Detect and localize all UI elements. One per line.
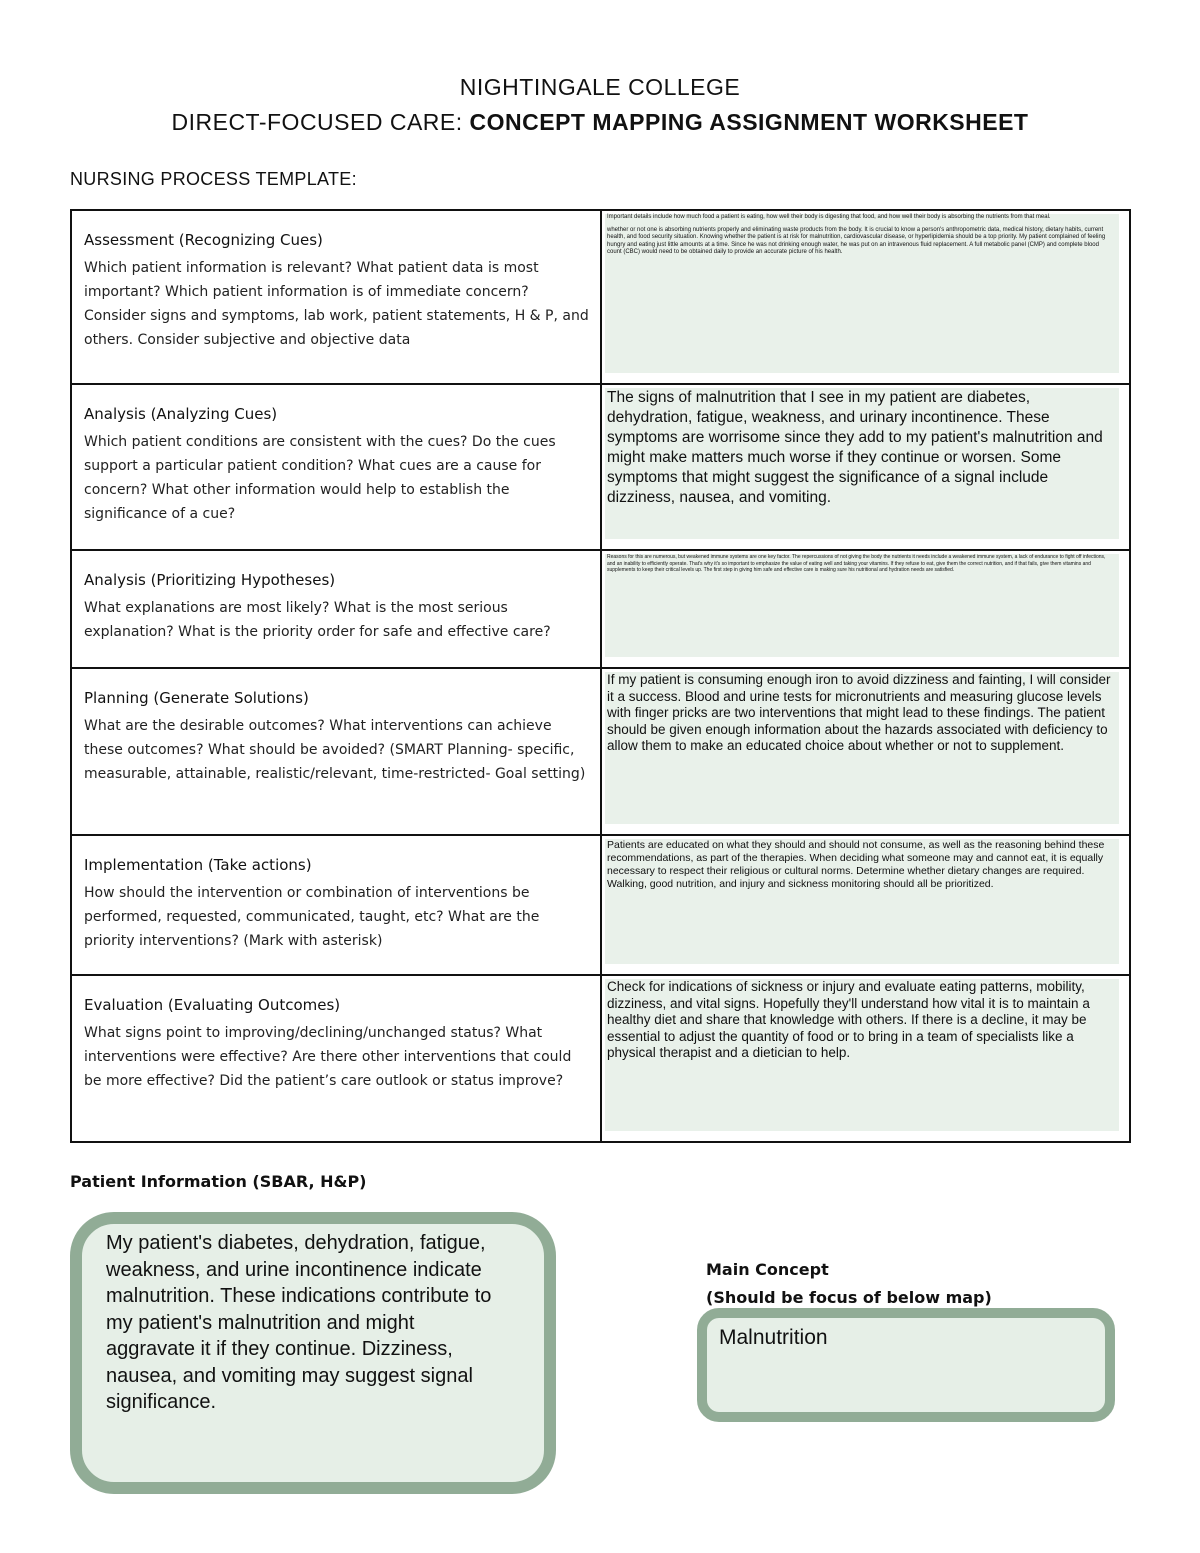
worksheet-title-prefix: DIRECT-FOCUSED CARE: (171, 109, 470, 135)
row-prompt (72, 976, 602, 1141)
table-row-analyzing-cues (72, 383, 1129, 549)
row-heading: Analysis (Prioritizing Hypotheses) (84, 571, 336, 589)
row-answer-cell[interactable] (602, 976, 1129, 1141)
answer-paragraph: whether or not one is absorbing nutrients properly and eliminating waste products from the body. It is crucial to know a person's anthropometric data, medical history, dietary habits, current health, and food security situation. Knowing whether the patient is at risk for malnutrition, cardiovascular disease, or hyperlipidemia should be a top priority. My patient complained of feeling hungry and eating just little amounts at a time. Since he was not drinking enough water, he was put on an intravenous fluid replacement. A full metabolic panel (CMP) and complete blood count (CBC) would need to be obtained daily to provide an accurate picture of his health. (607, 226, 1106, 255)
row-heading: Evaluation (Evaluating Outcomes) (84, 996, 341, 1014)
table-row-prioritizing-hypotheses (72, 549, 1129, 667)
nursing-process-table (70, 209, 1131, 1143)
row-answer-cell[interactable] (602, 669, 1129, 834)
row-answer-cell[interactable] (602, 385, 1129, 549)
row-answer-cell[interactable] (602, 551, 1129, 667)
row-question: What signs point to improving/declining/unchanged status? What interventions were effective? Are there other interventions that could be more effective? Did the patient’s care outlook or status improve? (84, 1025, 572, 1089)
answer-paragraph: Walking, good nutrition, and injury and sickness monitoring should all be prioritized. (607, 878, 994, 890)
template-label: NURSING PROCESS TEMPLATE: (70, 169, 357, 189)
table-row-assessment (72, 211, 1129, 383)
worksheet-title (0, 109, 1200, 136)
patient-info-box[interactable] (70, 1212, 556, 1494)
main-concept-subtitle: (Should be focus of below map) (706, 1288, 992, 1307)
answer-text-box[interactable] (605, 839, 1119, 964)
table-row-evaluation (72, 974, 1129, 1141)
main-concept-title: Main Concept (706, 1260, 829, 1279)
answer-text-box[interactable] (605, 979, 1119, 1131)
main-concept-value: Malnutrition (719, 1326, 828, 1349)
answer-text-box[interactable] (605, 214, 1119, 373)
row-answer-cell[interactable] (602, 836, 1129, 974)
answer-paragraph: If my patient is consuming enough iron to avoid dizziness and fainting, I will consider it a success. Blood and urine tests for micronutrients and measuring glucose levels with finger pricks are two interventions that might lead to these findings. The patient should be given enough information about the hazards associated with deficiency to allow them to make an educated choice about whether or not to supplement. (607, 672, 1111, 753)
row-question: What are the desirable outcomes? What interventions can achieve these outcomes? What should be avoided? (SMART Planning- specific, measurable, attainable, realistic/relevant, time-restricted- Goal setting) (84, 718, 586, 782)
answer-text-box[interactable] (605, 672, 1119, 824)
table-row-planning (72, 667, 1129, 834)
row-question: What explanations are most likely? What is the most serious explanation? What is the priority order for safe and effective care? (84, 600, 551, 640)
row-question: Which patient information is relevant? What patient data is most important? Which patient information is of immediate concern? Consider signs and symptoms, lab work, patient statements, H & P, and others. Consider subjective and objective data (84, 260, 589, 348)
row-prompt (72, 385, 602, 549)
main-concept-box[interactable] (697, 1308, 1115, 1422)
answer-paragraph: The signs of malnutrition that I see in my patient are diabetes, dehydration, fatigue, weakness, and urinary incontinence. These symptoms are worrisome since they add to my patient's malnutrition and might make matters much worse if they continue or worsen. Some symptoms that might suggest the significance of a signal include dizziness, nausea, and vomiting. (607, 389, 1103, 506)
worksheet-title-bold: CONCEPT MAPPING ASSIGNMENT WORKSHEET (469, 109, 1029, 135)
answer-paragraph: Reasons for this are numerous, but weakened immune systems are one key factor. The repercussions of not giving the body the nutrients it needs include a weakened immune system, a lack of endurance to fight off infections, and an inability to efficiently operate. That's why it's so important to emphasize the value of eating well and taking your vitamins. If they refuse to eat, give them the correct nutrition, and if that fails, give them vitamins and supplements to keep their critical levels up. The first step in giving him safe and effective care is making sure his nutritional and hydration needs are satisfied. (607, 554, 1106, 573)
answer-paragraph: Check for indications of sickness or injury and evaluate eating patterns, mobility, dizziness, and vital signs. Hopefully they'll understand how vital it is to maintain a healthy diet and share that knowledge with others. If there is a decline, it may be essential to adjust the quantity of food or to bring in a team of specialists like a physical therapist and a dietician to help. (607, 979, 1090, 1060)
college-title: NIGHTINGALE COLLEGE (459, 74, 741, 100)
table-row-implementation (72, 834, 1129, 974)
row-prompt (72, 551, 602, 667)
answer-paragraph: Patients are educated on what they should and should not consume, as well as the reasoning behind these recommendations, as part of the therapies. When deciding what someone may and cannot eat, it is equally necessary to respect their religious or cultural norms. Determine whether dietary changes are required. (607, 839, 1105, 877)
row-prompt (72, 211, 602, 383)
row-heading: Analysis (Analyzing Cues) (84, 405, 278, 423)
row-heading: Planning (Generate Solutions) (84, 689, 309, 707)
answer-text-box[interactable] (605, 388, 1119, 539)
row-question: Which patient conditions are consistent with the cues? Do the cues support a particular patient condition? What cues are a cause for concern? What other information would help to establish the significance of a cue? (84, 434, 556, 522)
row-prompt (72, 669, 602, 834)
row-prompt (72, 836, 602, 974)
answer-paragraph: Important details include how much food a patient is eating, how well their body is digesting that food, and how well their body is absorbing the nutrients from that meal. (607, 214, 1051, 220)
row-heading: Implementation (Take actions) (84, 856, 312, 874)
row-answer-cell[interactable] (602, 211, 1129, 383)
row-question: How should the intervention or combination of interventions be performed, requested, communicated, taught, etc? What are the priority interventions? (Mark with asterisk) (84, 885, 540, 949)
answer-text-box[interactable] (605, 554, 1119, 657)
patient-info-label: Patient Information (SBAR, H&P) (70, 1172, 367, 1191)
main-concept-label (706, 1256, 992, 1312)
row-heading: Assessment (Recognizing Cues) (84, 231, 323, 249)
patient-info-text: My patient's diabetes, dehydration, fatigue, weakness, and urine incontinence indicate malnutrition. These indications contribute to my patient's malnutrition and might aggravate it if they continue. Dizziness, nausea, and vomiting may suggest signal significance. (106, 1232, 492, 1413)
